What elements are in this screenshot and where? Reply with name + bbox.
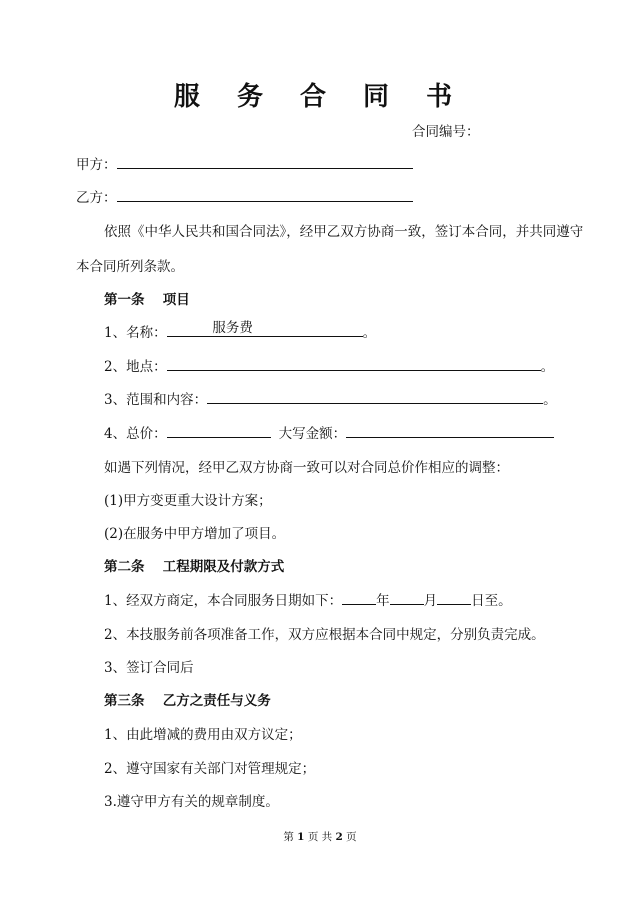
name-value: 服务费 <box>212 320 253 336</box>
location-blank <box>167 356 541 371</box>
article-2-item-1 <box>104 589 512 609</box>
scope-label: 3、范围和内容： <box>104 392 208 408</box>
page-footer <box>0 829 640 844</box>
year-blank <box>342 590 376 605</box>
price-label: 4、总价： <box>104 426 167 442</box>
article-1-item-scope <box>104 388 557 408</box>
article-3-item-1: 1、由此增减的费用由双方议定； <box>104 727 302 743</box>
article-2-heading: 第二条 工程期限及付款方式 <box>104 559 285 575</box>
intro-line-1: 依照《中华人民共和国合同法》，经甲乙双方协商一致，签订本合同，并共同遵守 <box>104 224 584 240</box>
month-label: 月 <box>423 593 438 609</box>
article-2-item-2: 2、本技服务前各项准备工作，双方应根据本合同中规定，分别负责完成。 <box>104 627 545 643</box>
footer-total-pages: 2 <box>335 831 343 843</box>
name-label: 1、名称： <box>104 325 167 341</box>
location-end: 。 <box>540 359 555 375</box>
article-3-item-2: 2、遵守国家有关部门对管理规定； <box>104 761 316 777</box>
day-blank <box>437 590 471 605</box>
month-blank <box>390 590 424 605</box>
article-1-item-location <box>104 355 554 375</box>
party-a-blank <box>117 154 413 169</box>
intro-line-2: 本合同所列条款。 <box>76 259 184 275</box>
party-a-label: 甲方： <box>76 157 117 173</box>
adjustment-intro: 如遇下列情况，经甲乙双方协商一致可以对合同总价作相应的调整： <box>104 460 509 476</box>
party-b-blank <box>117 187 413 202</box>
service-date-label: 1、经双方商定，本合同服务日期如下： <box>104 593 343 609</box>
location-label: 2、地点： <box>104 359 167 375</box>
price-blank <box>167 423 271 438</box>
adjustment-case-2: (2)在服务中甲方增加了项目。 <box>104 526 286 542</box>
article-1-item-price <box>104 422 554 442</box>
party-b-label: 乙方： <box>76 190 117 206</box>
article-3-heading: 第三条 乙方之责任与义务 <box>104 693 271 709</box>
name-end: 。 <box>362 325 377 341</box>
footer-suffix: 页 <box>346 831 357 843</box>
scope-end: 。 <box>543 392 557 408</box>
footer-page-number: 1 <box>297 831 305 843</box>
year-label: 年 <box>376 593 390 609</box>
capital-amount-label: 大写金额： <box>278 426 347 442</box>
article-1-heading: 第一条 项目 <box>104 292 190 308</box>
article-2-item-3: 3、签订合同后 <box>104 660 194 676</box>
party-b-row <box>76 186 413 206</box>
article-1-item-name <box>104 321 376 341</box>
adjustment-case-1: (1)甲方变更重大设计方案； <box>104 493 272 509</box>
capital-amount-blank <box>346 423 554 438</box>
name-blank <box>167 322 363 337</box>
scope-blank <box>207 389 543 404</box>
contract-number-label: 合同编号： <box>412 124 480 140</box>
party-a-row <box>76 153 413 173</box>
article-3-item-3: 3.遵守甲方有关的规章制度。 <box>104 794 279 810</box>
document-title: 服 务 合 同 书 <box>173 82 467 112</box>
footer-mid: 页 共 <box>307 831 333 843</box>
day-label: 日至。 <box>471 593 512 609</box>
footer-prefix: 第 <box>283 831 294 843</box>
